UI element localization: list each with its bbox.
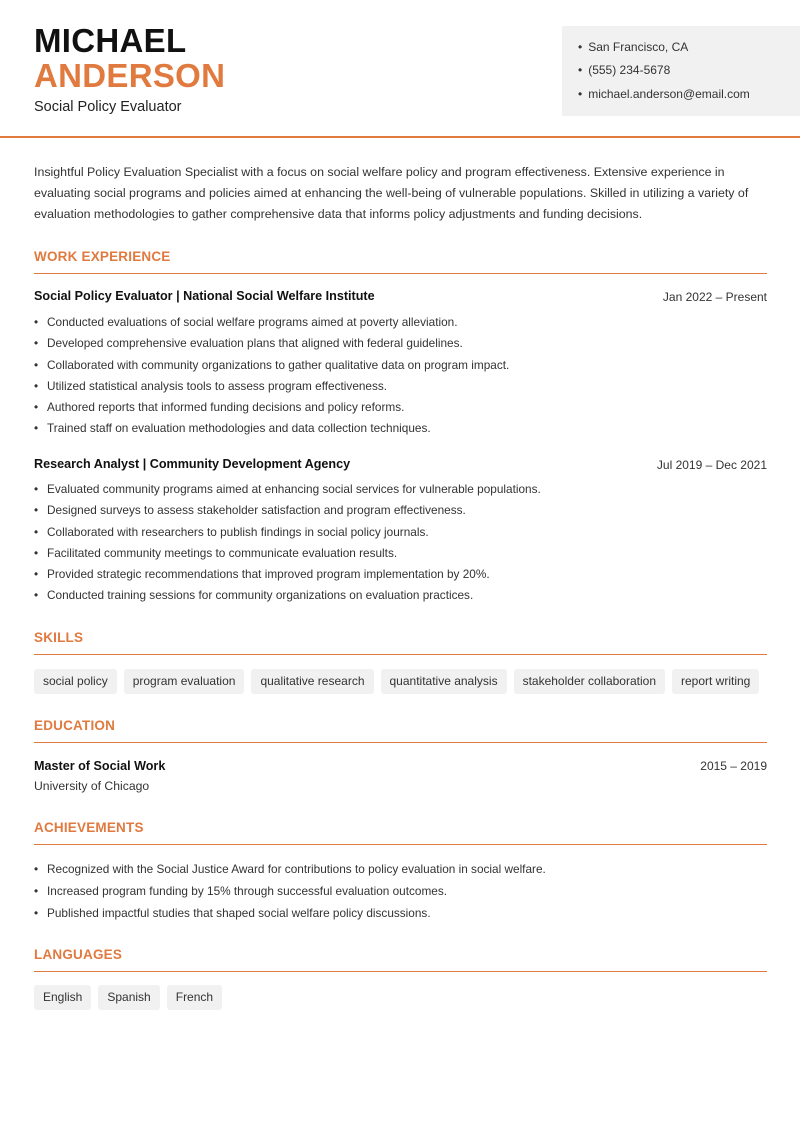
skill-tag: quantitative analysis — [381, 669, 507, 694]
job-date-1: Jan 2022 – Present — [662, 290, 767, 304]
list-item: • Utilized statistical analysis tools to assess program effectiveness. — [34, 376, 764, 397]
list-item: • Designed surveys to assess stakeholder satisfaction and program effectiveness. — [34, 500, 764, 521]
language-tag: French — [167, 985, 222, 1010]
job-bullets-1 — [34, 312, 764, 440]
last-name: ANDERSON — [34, 57, 226, 94]
list-item: • Authored reports that informed funding decisions and policy reforms. — [34, 397, 764, 418]
job-bullets-2 — [34, 479, 764, 607]
education-school: University of Chicago — [34, 779, 150, 793]
list-item: • Trained staff on evaluation methodologies and data collection techniques. — [34, 418, 764, 439]
list-item: • Provided strategic recommendations that improved program implementation by 20%. — [34, 564, 764, 585]
list-item: • Conducted training sessions for community organizations on evaluation practices. — [34, 585, 764, 606]
section-title-languages: LANGUAGES — [34, 947, 767, 972]
section-title-experience: WORK EXPERIENCE — [34, 249, 767, 274]
education-degree: Master of Social Work — [34, 759, 166, 773]
skill-tag: report writing — [672, 669, 759, 694]
job-role: Social Policy Evaluator — [34, 99, 182, 115]
list-item: • Increased program funding by 15% through successful evaluation outcomes. — [34, 880, 764, 902]
job-title-1: Social Policy Evaluator | National Social Welfare Institute — [34, 289, 375, 303]
list-item: • Recognized with the Social Justice Award for contributions to policy evaluation in social welfare. — [34, 858, 764, 880]
section-title-skills: SKILLS — [34, 630, 767, 655]
list-item: • Collaborated with researchers to publish findings in social policy journals. — [34, 522, 764, 543]
skill-tag: social policy — [34, 669, 117, 694]
job-date-2: Jul 2019 – Dec 2021 — [656, 458, 767, 472]
list-item: • Conducted evaluations of social welfare programs aimed at poverty alleviation. — [34, 312, 764, 333]
candidate-name — [34, 24, 225, 92]
first-name: MICHAEL — [34, 22, 187, 59]
contact-phone: • (555) 234-5678 — [578, 63, 670, 77]
list-item: • Evaluated community programs aimed at enhancing social services for vulnerable populations. — [34, 479, 764, 500]
skills-tags — [34, 669, 759, 694]
language-tag: English — [34, 985, 91, 1010]
list-item: • Facilitated community meetings to communicate evaluation results. — [34, 543, 764, 564]
skill-tag: program evaluation — [124, 669, 245, 694]
contact-email: • michael.anderson@email.com — [578, 87, 750, 101]
skill-tag: stakeholder collaboration — [514, 669, 665, 694]
section-title-education: EDUCATION — [34, 718, 767, 743]
achievements-list — [34, 858, 764, 924]
list-item: • Developed comprehensive evaluation plans that aligned with federal guidelines. — [34, 333, 764, 354]
resume-header — [0, 0, 800, 138]
job-title-2: Research Analyst | Community Development Agency — [34, 457, 351, 471]
summary-text: Insightful Policy Evaluation Specialist with a focus on social welfare policy and program effectiveness. Extensive experience in evaluating social programs and policies aimed at enhancing the well-being of vulnerable populations. Skilled in utilizing a variety of evaluation methodologies to gather comprehensive data that informs policy adjustments and funding decisions. — [34, 165, 749, 221]
contact-location: • San Francisco, CA — [578, 40, 688, 54]
languages-tags — [34, 985, 222, 1010]
section-title-achievements: ACHIEVEMENTS — [34, 820, 767, 845]
language-tag: Spanish — [98, 985, 159, 1010]
education-date: 2015 – 2019 — [700, 759, 767, 773]
contact-box — [562, 26, 800, 116]
skill-tag: qualitative research — [251, 669, 373, 694]
list-item: • Published impactful studies that shaped social welfare policy discussions. — [34, 902, 764, 924]
list-item: • Collaborated with community organizations to gather qualitative data on program impact. — [34, 355, 764, 376]
